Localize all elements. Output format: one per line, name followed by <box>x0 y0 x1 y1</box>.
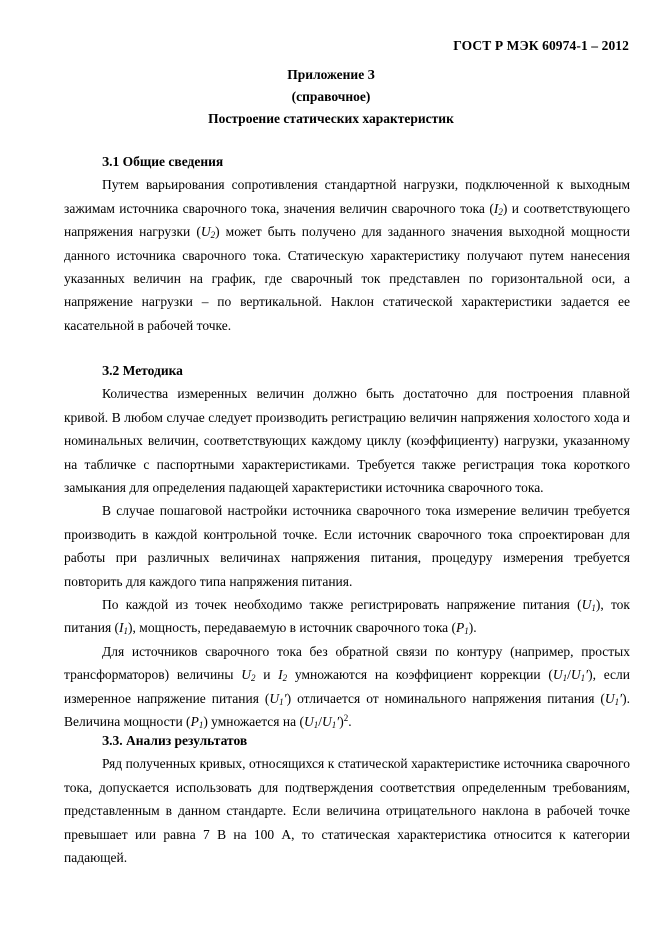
paragraph: Для источников сварочного тока без обратной связи по контуру (например, простых трансформаторов) величины $U_2$ и $I_2$ умножаются на коэффициент коррекции $(U_1/U_1')$, если измеренное напряжение питания $(U_1')$ отличается от номинального напряжения питания $(U_1')$. Величина мощности $(P_1)$ умножается на $(U_1/U_1')^2$. <box>64 643 630 731</box>
section-heading: З.3. Анализ результатов <box>102 733 248 748</box>
standard-code: ГОСТ Р МЭК 60974-1 – 2012 <box>453 38 629 53</box>
section-heading: З.1 Общие сведения <box>102 154 224 169</box>
section-method <box>64 359 630 734</box>
paragraph: Путем варьирования сопротивления стандартной нагрузки, подключенной к выходным зажимам источника сварочного тока, значения величин сварочного тока $(I_2)$ и соответствующего напряжения нагрузки $(U_2)$ может быть получено для заданного значения выходной мощности данного источника сварочного тока. Статическую характеристику получают путем нанесения указанных величин на график, где сварочный ток представлен по горизонтальной оси, а напряжение нагрузки – по вертикальной. Наклон статической характеристики задается ее касательной в рабочей точке. <box>64 177 631 333</box>
appendix-subject: Построение статических характеристик <box>208 111 454 126</box>
paragraph: По каждой из точек необходимо также регистрировать напряжение питания $(U_1)$, ток питания $(I_1)$, мощность, передаваемую в источник сварочного тока $(P_1)$. <box>64 597 630 637</box>
section-general <box>64 150 630 337</box>
section-heading: З.2 Методика <box>102 363 183 378</box>
appendix-title: Приложение З <box>287 67 375 82</box>
paragraph: В случае пошаговой настройки источника сварочного тока измерение величин требуется производить в каждой контрольной точке. Если источник сварочного тока спроектирован для работы при различных величинах напряжения питания, процедуру измерения требуется повторить для каждого типа напряжения питания. <box>64 503 630 589</box>
paragraph: Ряд полученных кривых, относящихся к статической характеристике источника сварочного тока, допускается использовать для подтверждения соответствия определенным требованиям, представленным в данном стандарте. Если величина отрицательного наклона в рабочей точке превышает или равна 7 В на 100 А, то статическая характеристика относится к категории падающей. <box>64 756 630 866</box>
appendix-type: (справочное) <box>291 89 371 104</box>
section-analysis <box>64 729 630 869</box>
paragraph: Количества измеренных величин должно быть достаточно для построения плавной кривой. В любом случае следует производить регистрацию величин напряжения холостого хода и номинальных величин, соответствующих каждому циклу (коэффициенту) нагрузки, указанному на табличке с паспортными характеристиками. Требуется также регистрация тока короткого замыкания для определения падающей характеристики источника сварочного тока. <box>64 386 630 496</box>
